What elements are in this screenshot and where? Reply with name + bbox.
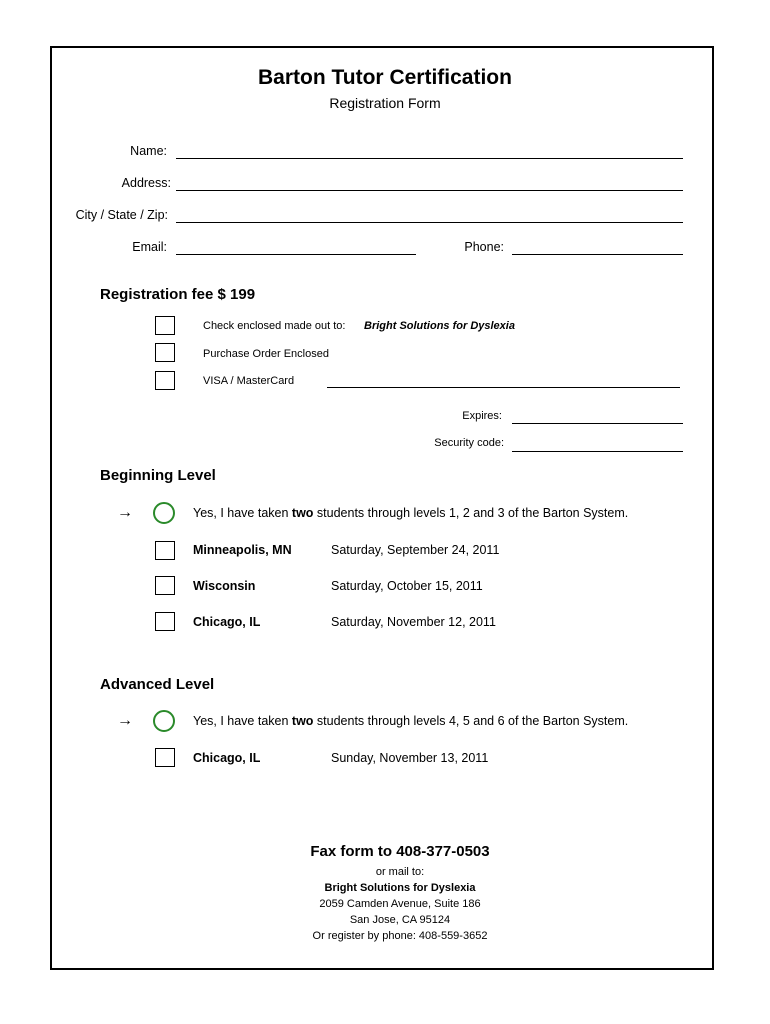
session-city: Chicago, IL (193, 615, 261, 629)
purchase-order-checkbox[interactable] (155, 343, 175, 362)
form-subtitle: Registration Form (329, 95, 441, 111)
card-number-field[interactable] (327, 387, 680, 388)
check-enclosed-checkbox[interactable] (155, 316, 175, 335)
session-city: Chicago, IL (193, 751, 261, 765)
session-date: Saturday, October 15, 2011 (331, 579, 483, 593)
registration-fee-heading: Registration fee $ 199 (100, 286, 256, 303)
phone-field[interactable] (512, 254, 683, 255)
expires-field[interactable] (512, 423, 683, 424)
name-label: Name: (130, 144, 167, 158)
security-code-field[interactable] (512, 451, 683, 452)
beginning-eligibility-text: Yes, I have taken two students through levels 1, 2 and 3 of the Barton System. (193, 506, 629, 520)
mail-city: San Jose, CA 95124 (349, 914, 451, 926)
mail-instructions: or mail to: (375, 866, 425, 878)
beginning-level-heading: Beginning Level (100, 467, 216, 484)
visa-mastercard-checkbox[interactable] (155, 371, 175, 390)
phone-label: Phone: (464, 240, 504, 254)
session-date: Saturday, November 12, 2011 (331, 615, 496, 629)
purchase-order-label: Purchase Order Enclosed (203, 348, 329, 360)
mail-street: 2059 Camden Avenue, Suite 186 (319, 898, 481, 910)
session-checkbox[interactable] (155, 541, 175, 560)
session-checkbox[interactable] (155, 612, 175, 631)
expires-label: Expires: (462, 410, 502, 422)
arrow-right-icon: → (117, 712, 133, 729)
advanced-level-heading: Advanced Level (100, 676, 215, 693)
session-city: Wisconsin (193, 579, 256, 593)
visa-mastercard-label: VISA / MasterCard (203, 375, 295, 387)
check-enclosed-label: Check enclosed made out to: (203, 320, 346, 332)
address-label: Address: (121, 176, 171, 190)
fax-instructions: Fax form to 408-377-0503 (310, 843, 490, 860)
register-by-phone: Or register by phone: 408-559-3652 (312, 930, 488, 942)
session-date: Sunday, November 13, 2011 (331, 751, 489, 765)
security-code-label: Security code: (434, 437, 504, 449)
city-state-zip-label: City / State / Zip: (75, 208, 168, 222)
session-date: Saturday, September 24, 2011 (331, 543, 500, 557)
session-checkbox[interactable] (155, 576, 175, 595)
arrow-right-icon: → (117, 504, 133, 521)
email-label: Email: (132, 240, 167, 254)
advanced-eligibility-radio[interactable] (153, 710, 175, 732)
beginning-eligibility-radio[interactable] (153, 502, 175, 524)
check-payee: Bright Solutions for Dyslexia (364, 320, 515, 332)
session-checkbox[interactable] (155, 748, 175, 767)
address-field[interactable] (176, 190, 683, 191)
form-title: Barton Tutor Certification (258, 66, 512, 89)
mail-organization: Bright Solutions for Dyslexia (324, 882, 476, 894)
name-field[interactable] (176, 158, 683, 159)
email-field[interactable] (176, 254, 416, 255)
city-state-zip-field[interactable] (176, 222, 683, 223)
advanced-eligibility-text: Yes, I have taken two students through levels 4, 5 and 6 of the Barton System. (193, 714, 629, 728)
session-city: Minneapolis, MN (193, 543, 292, 557)
